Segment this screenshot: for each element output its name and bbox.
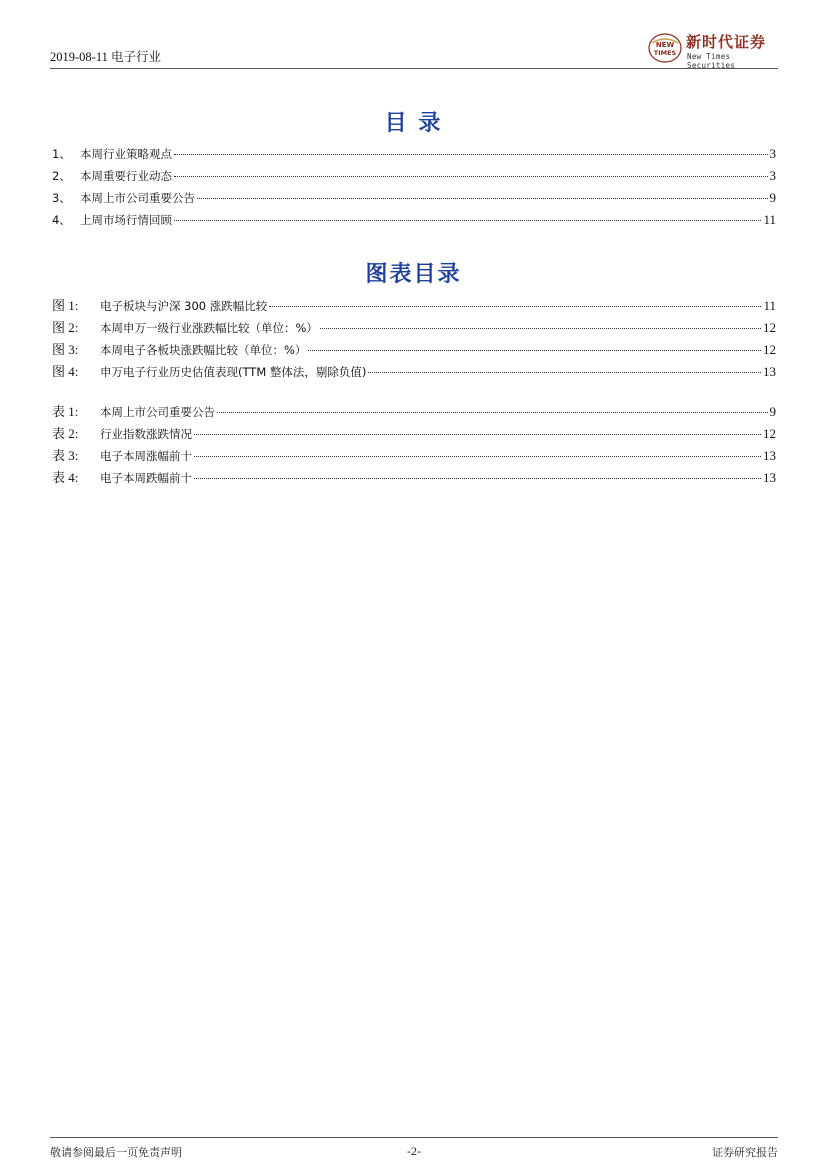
dot-leader: [308, 350, 761, 351]
toc-item-title: 本周行业策略观点: [80, 147, 172, 161]
table-item[interactable]: [52, 467, 776, 489]
table-item-number: 表 4:: [52, 470, 79, 485]
table-item[interactable]: [52, 445, 776, 467]
disclaimer-link[interactable]: 敬请参阅最后一页免责声明: [50, 1146, 182, 1159]
toc-item-page: 11: [763, 212, 776, 227]
logo-english-name: New Times Securities: [687, 52, 736, 70]
dot-leader: [197, 198, 768, 199]
dot-leader: [194, 456, 761, 457]
figure-item-number: 图 4:: [52, 364, 79, 379]
dot-leader: [194, 478, 761, 479]
figure-item-title: 本周申万一级行业涨跌幅比较（单位：%）: [100, 321, 318, 335]
dot-leader: [368, 372, 761, 373]
figures-title: 图表目录: [365, 262, 462, 287]
toc-item-page: 9: [769, 190, 776, 205]
toc-item[interactable]: [52, 143, 776, 165]
page-header: [50, 28, 778, 69]
toc-item-number: 2、: [52, 169, 71, 183]
table-item[interactable]: [52, 401, 776, 423]
table-item-title: 行业指数涨跌情况: [100, 427, 192, 441]
table-item-page: 13: [763, 470, 776, 485]
logo-badge-icon: [648, 33, 682, 63]
figure-item-number: 图 1:: [52, 298, 79, 313]
figure-item[interactable]: [52, 317, 776, 339]
table-item-title: 本周上市公司重要公告: [100, 405, 215, 419]
figure-item[interactable]: [52, 361, 776, 383]
toc-list: [52, 143, 776, 231]
toc-item-title: 本周重要行业动态: [80, 169, 172, 183]
figure-item-title: 电子板块与沪深 300 涨跌幅比较: [100, 299, 268, 313]
dot-leader: [174, 176, 768, 177]
table-item-number: 表 2:: [52, 426, 79, 441]
figure-item-number: 图 2:: [52, 320, 79, 335]
figure-item-page: 12: [763, 342, 776, 357]
header-date-industry: 2019-08-11 电子行业: [50, 50, 161, 64]
toc-item[interactable]: [52, 165, 776, 187]
toc-item-number: 4、: [52, 213, 71, 227]
table-item-page: 12: [763, 426, 776, 441]
dot-leader: [194, 434, 761, 435]
table-item-page: 9: [769, 404, 776, 419]
toc-item[interactable]: [52, 187, 776, 209]
dot-leader: [217, 412, 768, 413]
table-item-page: 13: [763, 448, 776, 463]
figure-item[interactable]: [52, 295, 776, 317]
dot-leader: [320, 328, 761, 329]
figure-item[interactable]: [52, 339, 776, 361]
svg-text:TIMES: TIMES: [653, 49, 677, 57]
company-logo: [648, 31, 778, 70]
table-item-number: 表 3:: [52, 448, 79, 463]
page-footer: [50, 1137, 778, 1164]
table-item-title: 电子本周跌幅前十: [100, 471, 192, 485]
toc-item-page: 3: [769, 168, 776, 183]
figure-list: [52, 295, 776, 383]
figure-item-title: 申万电子行业历史估值表现(TTM 整体法，剔除负值): [100, 365, 367, 379]
table-item-title: 电子本周涨幅前十: [100, 449, 192, 463]
toc-item-number: 3、: [52, 191, 71, 205]
toc-title: 目 录: [384, 111, 443, 136]
toc-item-number: 1、: [52, 147, 71, 161]
toc-item-page: 3: [769, 146, 776, 161]
figure-item-number: 图 3:: [52, 342, 79, 357]
logo-chinese-name: 新时代证券: [686, 33, 767, 51]
figure-item-page: 11: [763, 298, 776, 313]
dot-leader: [269, 306, 761, 307]
dot-leader: [174, 154, 768, 155]
toc-item-title: 上周市场行情回顾: [80, 213, 172, 227]
figure-item-page: 12: [763, 320, 776, 335]
toc-item[interactable]: [52, 209, 776, 231]
toc-item-title: 本周上市公司重要公告: [80, 191, 195, 205]
dot-leader: [174, 220, 761, 221]
table-list: [52, 401, 776, 489]
svg-text:NEW: NEW: [655, 41, 675, 49]
figure-item-page: 13: [763, 364, 776, 379]
figure-item-title: 本周电子各板块涨跌幅比较（单位：%）: [100, 343, 307, 357]
report-type: 证券研究报告: [712, 1146, 778, 1159]
page-number: -2-: [407, 1144, 421, 1158]
table-item[interactable]: [52, 423, 776, 445]
table-item-number: 表 1:: [52, 404, 79, 419]
